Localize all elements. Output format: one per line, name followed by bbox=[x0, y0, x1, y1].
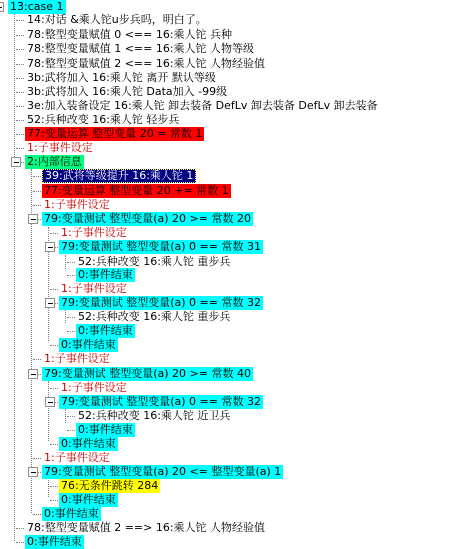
tree-node-label: 78:整型变量赋值 1 <== 16:乘人铊 人物等级 bbox=[27, 42, 255, 55]
tree-node-label: 52:兵种改变 16:乘人铊 重步兵 bbox=[78, 255, 231, 268]
tree-guide-line bbox=[65, 255, 66, 269]
collapse-toggle-icon[interactable] bbox=[28, 369, 38, 379]
tree-node[interactable] bbox=[25, 71, 218, 85]
tree-node-label: 1:子事件设定 bbox=[44, 198, 110, 211]
tree-node-label: 79:变量测试 整型变量(a) 0 == 常数 32 bbox=[61, 395, 261, 408]
tree-node-label: 0:事件结束 bbox=[61, 437, 116, 450]
tree-node-label: 0:事件结束 bbox=[61, 493, 116, 506]
tree-node[interactable] bbox=[59, 282, 129, 296]
tree-node[interactable] bbox=[76, 423, 135, 437]
tree-node[interactable] bbox=[25, 13, 209, 27]
tree-node-label: 76:无条件跳转 284 bbox=[61, 479, 159, 492]
tree-node[interactable] bbox=[25, 141, 95, 155]
tree-node-label: 0:事件结束 bbox=[78, 268, 133, 281]
tree-node[interactable] bbox=[76, 310, 232, 324]
collapse-toggle-icon[interactable] bbox=[11, 157, 21, 167]
tree-node-label: 1:子事件设定 bbox=[61, 226, 127, 239]
tree-node[interactable] bbox=[59, 437, 118, 451]
collapse-toggle-icon[interactable] bbox=[45, 298, 55, 308]
tree-node[interactable] bbox=[59, 296, 263, 310]
tree-node[interactable] bbox=[59, 395, 263, 409]
tree-node-label: 0:事件结束 bbox=[27, 535, 82, 548]
tree-node[interactable] bbox=[25, 99, 380, 113]
tree-node[interactable] bbox=[25, 85, 229, 99]
tree-node-label: 79:变量测试 整型变量(a) 20 >= 常数 40 bbox=[44, 367, 251, 380]
tree-node[interactable] bbox=[25, 521, 267, 535]
tree-guide-line bbox=[65, 309, 66, 323]
tree-node[interactable] bbox=[59, 479, 160, 493]
collapse-toggle-icon[interactable] bbox=[28, 214, 38, 224]
tree-node[interactable] bbox=[59, 338, 118, 352]
tree-guide-line bbox=[48, 477, 49, 497]
tree-node-label: 78:整型变量赋值 2 ==> 16:乘人铊 人物经验值 bbox=[27, 521, 266, 534]
tree-node-label: 52:兵种改变 16:乘人铊 重步兵 bbox=[78, 310, 231, 323]
tree-node-label: 78:整型变量赋值 2 <== 16:乘人铊 人物经验值 bbox=[27, 57, 266, 70]
tree-node[interactable] bbox=[42, 451, 112, 465]
collapse-toggle-icon[interactable] bbox=[45, 397, 55, 407]
tree-node[interactable] bbox=[25, 535, 84, 549]
tree-guide-line bbox=[14, 13, 15, 541]
tree-node[interactable] bbox=[42, 507, 101, 521]
tree-node[interactable] bbox=[42, 198, 112, 212]
tree-node[interactable] bbox=[42, 212, 253, 226]
tree-node-label: 77:变量运算 整型变量 20 += 常数 1 bbox=[44, 184, 229, 197]
tree-node-label: 79:变量测试 整型变量(a) 0 == 常数 31 bbox=[61, 240, 261, 253]
tree-node-label: 3b:武将加入 16:乘人铊 离开 默认等级 bbox=[27, 71, 216, 84]
tree-node[interactable] bbox=[25, 127, 204, 141]
tree-node-selected[interactable] bbox=[42, 169, 196, 183]
tree-node-label: 1:子事件设定 bbox=[61, 282, 127, 295]
tree-node-label: 39:武将等级提升 16:乘人铊 1 bbox=[42, 169, 196, 183]
tree-node-label: 2:内部信息 bbox=[27, 155, 82, 168]
tree-node[interactable] bbox=[76, 268, 135, 282]
tree-node-label: 79:变量测试 整型变量(a) 20 >= 常数 20 bbox=[44, 212, 251, 225]
tree-node[interactable] bbox=[42, 184, 231, 198]
tree-node[interactable] bbox=[25, 113, 181, 127]
tree-node-label: 0:事件结束 bbox=[61, 338, 116, 351]
tree-node-label: 1:子事件设定 bbox=[61, 381, 127, 394]
tree-node-label: 14:对话 &乘人铊u步兵吗，明白了。 bbox=[27, 13, 207, 26]
tree-node-label: 79:变量测试 整型变量(a) 0 == 常数 32 bbox=[61, 296, 261, 309]
tree-node[interactable] bbox=[59, 240, 263, 254]
tree-node-label: 77:变量运算 整型变量 20 = 常数 1 bbox=[27, 127, 203, 140]
tree-node-label: 52:兵种改变 16:乘人铊 近卫兵 bbox=[78, 409, 231, 422]
tree-guide-line bbox=[48, 381, 49, 441]
tree-node-label: 0:事件结束 bbox=[78, 324, 133, 337]
tree-node[interactable] bbox=[76, 255, 232, 269]
tree-node-label: 79:变量测试 整型变量(a) 20 <= 整型变量(a) 1 bbox=[44, 465, 282, 478]
tree-node-label: 0:事件结束 bbox=[78, 423, 133, 436]
tree-node-root[interactable] bbox=[8, 0, 66, 14]
collapse-toggle-icon[interactable] bbox=[0, 2, 4, 12]
tree-node-label: 1:子事件设定 bbox=[44, 352, 110, 365]
tree-node[interactable] bbox=[76, 324, 135, 338]
tree-node[interactable] bbox=[42, 367, 253, 381]
tree-node-label: 52:兵种改变 16:乘人铊 轻步兵 bbox=[27, 113, 180, 126]
tree-node[interactable] bbox=[42, 465, 283, 479]
tree-node[interactable] bbox=[42, 352, 112, 366]
collapse-toggle-icon[interactable] bbox=[45, 242, 55, 252]
tree-node-label: 1:子事件设定 bbox=[44, 451, 110, 464]
tree-node[interactable] bbox=[25, 57, 267, 71]
tree-node-label: 0:事件结束 bbox=[44, 507, 99, 520]
tree-node[interactable] bbox=[59, 493, 118, 507]
tree-node-label: 78:整型变量赋值 0 <== 16:乘人铊 兵种 bbox=[27, 28, 233, 41]
tree-node[interactable] bbox=[25, 42, 256, 56]
tree-node[interactable] bbox=[25, 28, 234, 42]
tree-node-label: 3e:加入装备设定 16:乘人铊 卸去装备 DefLv 卸去装备 DefLv 卸去装备 bbox=[27, 99, 378, 112]
collapse-toggle-icon[interactable] bbox=[28, 467, 38, 477]
tree-node-label: 13:case 1 bbox=[10, 0, 64, 13]
tree-node-label: 1:子事件设定 bbox=[27, 141, 93, 154]
tree-node[interactable] bbox=[76, 409, 232, 423]
tree-guide-line bbox=[65, 409, 66, 423]
tree-node[interactable] bbox=[59, 381, 129, 395]
tree-node-label: 3b:武将加入 16:乘人铊 Data加入 -99级 bbox=[27, 85, 228, 98]
tree-node[interactable] bbox=[59, 226, 129, 240]
tree-node[interactable] bbox=[25, 155, 84, 169]
